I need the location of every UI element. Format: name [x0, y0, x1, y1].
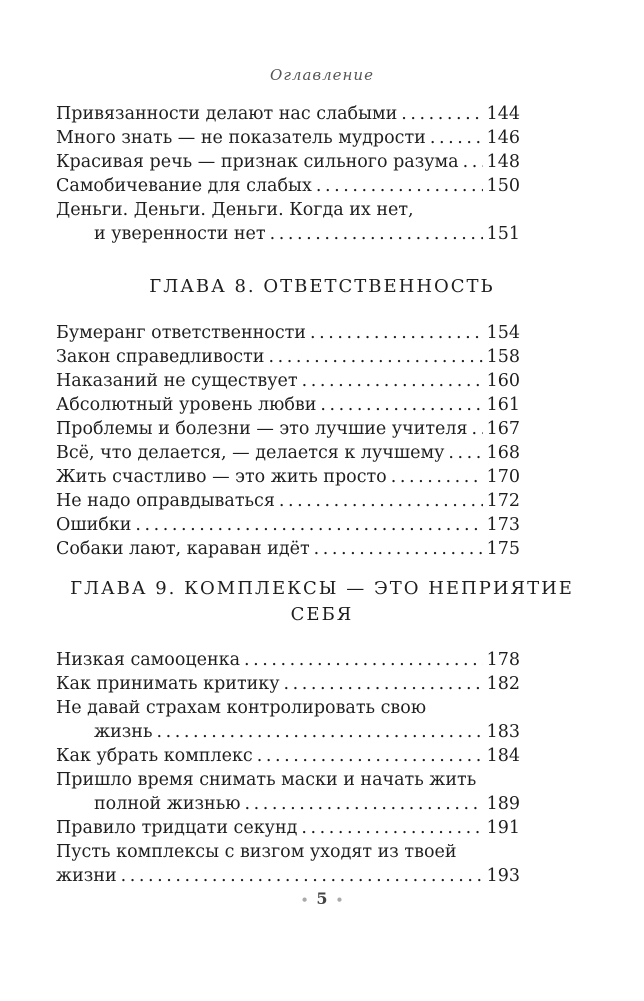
- leader-dots: [279, 489, 483, 513]
- leader-dots: [257, 744, 483, 768]
- toc-entry-title: Привязанности делают нас слабыми: [56, 104, 398, 124]
- leader-dots: [472, 417, 483, 441]
- toc-entry-wrapped[interactable]: [56, 696, 520, 744]
- leader-dots: [244, 648, 483, 672]
- toc-entry-page: 158: [486, 347, 520, 367]
- leader-dots: [310, 321, 483, 345]
- toc-entry-title-line2: и уверенности нет: [94, 224, 266, 244]
- toc-entry-title: Всё, что делается, — делается к лучшему: [56, 443, 445, 463]
- toc-entry[interactable]: [56, 417, 520, 441]
- toc-entry-page: 161: [486, 395, 520, 415]
- toc-entry-wrapped[interactable]: [56, 840, 520, 888]
- toc-entry[interactable]: [56, 174, 520, 198]
- toc-entry-title: Ошибки: [56, 515, 132, 535]
- chapter-heading: ГЛАВА 8. ОТВЕТСТВЕННОСТЬ: [149, 276, 495, 297]
- toc-entry-page: 168: [486, 443, 520, 463]
- toc-entry-title: Красивая речь — признак сильного разума: [56, 152, 459, 172]
- chapter-heading: [0, 576, 644, 628]
- toc-entry-page: 193: [486, 866, 520, 886]
- toc-section-chapter9: [56, 648, 520, 888]
- toc-entry[interactable]: [56, 465, 520, 489]
- leader-dots: [430, 126, 483, 150]
- toc-entry-title-line2: жизни: [56, 866, 117, 886]
- toc-entry-page: 173: [486, 515, 520, 535]
- toc-entry-page: 175: [486, 539, 520, 559]
- toc-entry[interactable]: [56, 441, 520, 465]
- toc-entry-title: Правило тридцати секунд: [56, 818, 298, 838]
- toc-entry-page: 167: [486, 419, 520, 439]
- toc-entry-title: Наказаний не существует: [56, 371, 298, 391]
- toc-entry-page: 160: [486, 371, 520, 391]
- toc-entry-page: 148: [486, 152, 520, 172]
- toc-entry-title: Бумеранг ответственности: [56, 323, 306, 343]
- toc-entry-title: Как убрать комплекс: [56, 746, 253, 766]
- toc-entry-page: 150: [486, 176, 520, 196]
- leader-dots: [135, 513, 482, 537]
- toc-entry-title: Собаки лают, караван идёт: [56, 539, 310, 559]
- leader-dots: [448, 441, 482, 465]
- toc-section-chapter8: [56, 321, 520, 561]
- toc-entry[interactable]: [56, 744, 520, 768]
- toc-entry[interactable]: [56, 126, 520, 150]
- toc-entry[interactable]: [56, 489, 520, 513]
- toc-entry[interactable]: [56, 816, 520, 840]
- page-number: [0, 889, 644, 908]
- toc-entry-title-line1: Пусть комплексы с визгом уходят из твоей: [56, 842, 457, 862]
- toc-entry[interactable]: [56, 672, 520, 696]
- toc-entry[interactable]: [56, 513, 520, 537]
- toc-entry-page: 191: [486, 818, 520, 838]
- toc-entry-title: Абсолютный уровень любви: [56, 395, 317, 415]
- leader-dots: [268, 345, 482, 369]
- toc-entry-title: Самобичевание для слабых: [56, 176, 312, 196]
- leader-dots: [284, 672, 483, 696]
- toc-entry-title: Много знать — не показатель мудрости: [56, 128, 426, 148]
- toc-entry-title-line2: жизнь: [94, 722, 153, 742]
- toc-entry[interactable]: [56, 102, 520, 126]
- running-head: Оглавление: [270, 66, 374, 84]
- toc-entry-page: 151: [486, 224, 520, 244]
- leader-dots: [157, 720, 483, 744]
- toc-entry-page: 178: [486, 650, 520, 670]
- toc-entry-wrapped[interactable]: [56, 768, 520, 816]
- leader-dots: [244, 792, 482, 816]
- toc-entry-line2: [56, 720, 520, 744]
- toc-entry-page: 144: [486, 104, 520, 124]
- toc-entry-title: Низкая самооценка: [56, 650, 241, 670]
- toc-entry-page: 146: [486, 128, 520, 148]
- toc-entry[interactable]: [56, 393, 520, 417]
- toc-entry-page: 154: [486, 323, 520, 343]
- toc-entry-line2: [56, 864, 520, 888]
- toc-entry-title-line1: Пришло время снимать маски и начать жить: [56, 770, 477, 790]
- leader-dots: [391, 465, 483, 489]
- toc-entry-page: 170: [486, 467, 520, 487]
- leader-dots: [302, 369, 483, 393]
- leader-dots: [314, 537, 483, 561]
- leader-dots: [463, 150, 483, 174]
- chapter-heading-line2: СЕБЯ: [290, 604, 354, 625]
- toc-entry-title: Жить счастливо — это жить просто: [56, 467, 387, 487]
- toc-entry-title: Как принимать критику: [56, 674, 280, 694]
- toc-entry-wrapped[interactable]: [56, 198, 520, 246]
- toc-entry-title: Не надо оправдываться: [56, 491, 275, 511]
- toc-entry-page: 189: [486, 794, 520, 814]
- toc-entry-line2: [56, 222, 520, 246]
- chapter-heading-line1: ГЛАВА 9. КОМПЛЕКСЫ — ЭТО НЕПРИЯТИЕ: [70, 578, 574, 599]
- leader-dots: [320, 393, 482, 417]
- toc-entry-title-line1: Не давай страхам контролировать свою: [56, 698, 427, 718]
- toc-entry-page: 184: [486, 746, 520, 766]
- leader-dots: [316, 174, 483, 198]
- toc-entry[interactable]: [56, 369, 520, 393]
- toc-entry[interactable]: [56, 321, 520, 345]
- toc-entry-title-line2: полной жизнью: [94, 794, 241, 814]
- folio-ornament-left: •: [300, 892, 309, 907]
- leader-dots: [121, 864, 483, 888]
- leader-dots: [270, 222, 483, 246]
- toc-entry[interactable]: [56, 345, 520, 369]
- page-number-value: 5: [316, 889, 328, 908]
- toc-entry-title-line1: Деньги. Деньги. Деньги. Когда их нет,: [56, 200, 414, 220]
- toc-entry-title: Закон справедливости: [56, 347, 265, 367]
- toc-entry-page: 172: [486, 491, 520, 511]
- toc-entry[interactable]: [56, 648, 520, 672]
- toc-entry-page: 183: [486, 722, 520, 742]
- toc-entry-page: 182: [486, 674, 520, 694]
- toc-entry[interactable]: [56, 537, 520, 561]
- leader-dots: [401, 102, 482, 126]
- toc-entry-line2: [56, 792, 520, 816]
- toc-section-top: [56, 102, 520, 246]
- toc-entry[interactable]: [56, 150, 520, 174]
- leader-dots: [301, 816, 482, 840]
- toc-entry-title: Проблемы и болезни — это лучшие учителя: [56, 419, 468, 439]
- folio-ornament-right: •: [335, 892, 344, 907]
